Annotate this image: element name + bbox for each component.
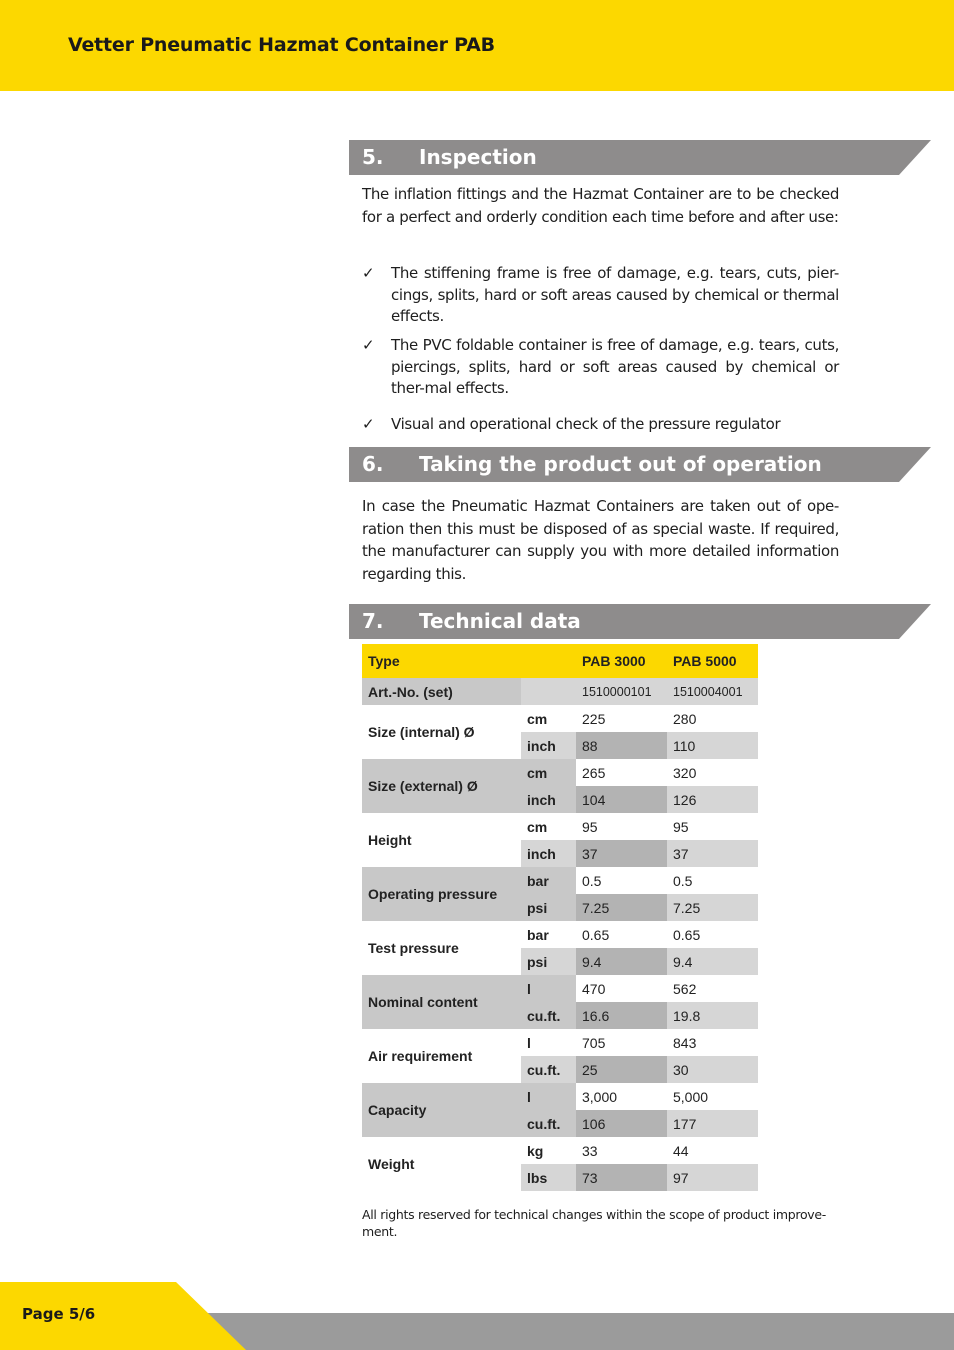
- row-unit: psi: [521, 948, 576, 975]
- row-unit: cm: [521, 813, 576, 840]
- table-row: [362, 921, 758, 948]
- cell-value: 88: [576, 732, 667, 759]
- cell-value: 0.5: [667, 867, 758, 894]
- cell-value: 44: [667, 1137, 758, 1164]
- row-label: Art.-No. (set): [362, 678, 521, 705]
- check-item-text: Visual and operational check of the pressure regulator: [391, 415, 781, 433]
- section-number: 7.: [362, 609, 384, 633]
- table-row: [362, 1083, 758, 1110]
- technical-data-table: [362, 644, 758, 1191]
- cell-value: 3,000: [576, 1083, 667, 1110]
- section-number: 6.: [362, 452, 384, 476]
- cell-value: 73: [576, 1164, 667, 1191]
- document-title: Vetter Pneumatic Hazmat Container PAB: [68, 34, 495, 56]
- cell-value: 16.6: [576, 1002, 667, 1029]
- check-item-text: The stiffening frame is free of damage, e.g. tears, cuts, pier-cings, splits, hard or soft areas caused by chemical or thermal effects.: [391, 264, 839, 325]
- row-unit: inch: [521, 732, 576, 759]
- cell-value: 1510000101: [576, 678, 667, 705]
- checkmark-icon: ✓: [362, 264, 375, 282]
- section-number: 5.: [362, 145, 384, 169]
- cell-value: 0.5: [576, 867, 667, 894]
- table-row: [362, 759, 758, 786]
- cell-value: 1510004001: [667, 678, 758, 705]
- footnote: All rights reserved for technical changes within the scope of product improve-ment.: [362, 1207, 827, 1239]
- table-header-row: [362, 644, 758, 678]
- page-number: Page 5/6: [22, 1305, 96, 1323]
- cell-value: 0.65: [667, 921, 758, 948]
- row-unit: cm: [521, 759, 576, 786]
- row-unit: l: [521, 1083, 576, 1110]
- row-unit: lbs: [521, 1164, 576, 1191]
- cell-value: 0.65: [576, 921, 667, 948]
- row-unit: bar: [521, 921, 576, 948]
- cell-value: 177: [667, 1110, 758, 1137]
- row-unit: cu.ft.: [521, 1056, 576, 1083]
- cell-value: 280: [667, 705, 758, 732]
- table-row-artno: [362, 678, 758, 705]
- check-item-text: The PVC foldable container is free of damage, e.g. tears, cuts, piercings, splits, hard or soft areas caused by chemical or ther-mal effects.: [391, 336, 839, 397]
- row-unit: [521, 678, 576, 705]
- cell-value: 97: [667, 1164, 758, 1191]
- cell-value: 19.8: [667, 1002, 758, 1029]
- cell-value: 843: [667, 1029, 758, 1056]
- inspection-intro: The inflation fittings and the Hazmat Container are to be checked for a perfect and orderly condition each time before and after use:: [362, 185, 839, 226]
- checkmark-icon: ✓: [362, 415, 375, 433]
- cell-value: 9.4: [667, 948, 758, 975]
- cell-value: 5,000: [667, 1083, 758, 1110]
- row-unit: inch: [521, 786, 576, 813]
- row-unit: kg: [521, 1137, 576, 1164]
- row-label: Height: [362, 813, 521, 867]
- row-unit: cu.ft.: [521, 1110, 576, 1137]
- section-heading-out-of-operation: [349, 447, 931, 481]
- check-item: [362, 414, 839, 436]
- cell-value: 265: [576, 759, 667, 786]
- row-unit: psi: [521, 894, 576, 921]
- cell-value: 25: [576, 1056, 667, 1083]
- cell-value: 37: [576, 840, 667, 867]
- cell-value: 106: [576, 1110, 667, 1137]
- table-row: [362, 705, 758, 732]
- row-unit: inch: [521, 840, 576, 867]
- header-unit: [521, 644, 576, 678]
- cell-value: 95: [667, 813, 758, 840]
- out-of-operation-text: In case the Pneumatic Hazmat Containers are taken out of ope-ration then this must be disposed of as special waste. If required, the manufacturer can supply you with more detailed information regarding this.: [362, 497, 839, 583]
- section-title: Inspection: [419, 145, 537, 169]
- cell-value: 562: [667, 975, 758, 1002]
- check-item: [362, 263, 839, 329]
- cell-value: 225: [576, 705, 667, 732]
- section-heading-inspection: [349, 140, 931, 174]
- row-unit: cu.ft.: [521, 1002, 576, 1029]
- header-type: Type: [362, 644, 521, 678]
- cell-value: 320: [667, 759, 758, 786]
- row-unit: cm: [521, 705, 576, 732]
- row-label: Weight: [362, 1137, 521, 1191]
- row-label: Operating pressure: [362, 867, 521, 921]
- header-bar: [0, 0, 954, 91]
- cell-value: 7.25: [576, 894, 667, 921]
- cell-value: 110: [667, 732, 758, 759]
- cell-value: 95: [576, 813, 667, 840]
- cell-value: 37: [667, 840, 758, 867]
- header-pab-3000: PAB 3000: [576, 644, 667, 678]
- cell-value: 33: [576, 1137, 667, 1164]
- row-unit: bar: [521, 867, 576, 894]
- cell-value: 30: [667, 1056, 758, 1083]
- check-item: [362, 335, 839, 401]
- row-unit: l: [521, 975, 576, 1002]
- row-label: Size (external) Ø: [362, 759, 521, 813]
- header-pab-5000: PAB 5000: [667, 644, 758, 678]
- cell-value: 470: [576, 975, 667, 1002]
- section-heading-technical-data: [349, 604, 931, 638]
- cell-value: 705: [576, 1029, 667, 1056]
- row-label: Test pressure: [362, 921, 521, 975]
- table-row: [362, 1029, 758, 1056]
- table-row: [362, 975, 758, 1002]
- row-label: Air requirement: [362, 1029, 521, 1083]
- cell-value: 7.25: [667, 894, 758, 921]
- checkmark-icon: ✓: [362, 336, 375, 354]
- table-row: [362, 813, 758, 840]
- row-label: Nominal content: [362, 975, 521, 1029]
- row-label: Capacity: [362, 1083, 521, 1137]
- row-label: Size (internal) Ø: [362, 705, 521, 759]
- row-unit: l: [521, 1029, 576, 1056]
- cell-value: 126: [667, 786, 758, 813]
- cell-value: 9.4: [576, 948, 667, 975]
- section-title: Taking the product out of operation: [419, 452, 822, 476]
- cell-value: 104: [576, 786, 667, 813]
- table-row: [362, 867, 758, 894]
- table-row: [362, 1137, 758, 1164]
- section-title: Technical data: [419, 609, 581, 633]
